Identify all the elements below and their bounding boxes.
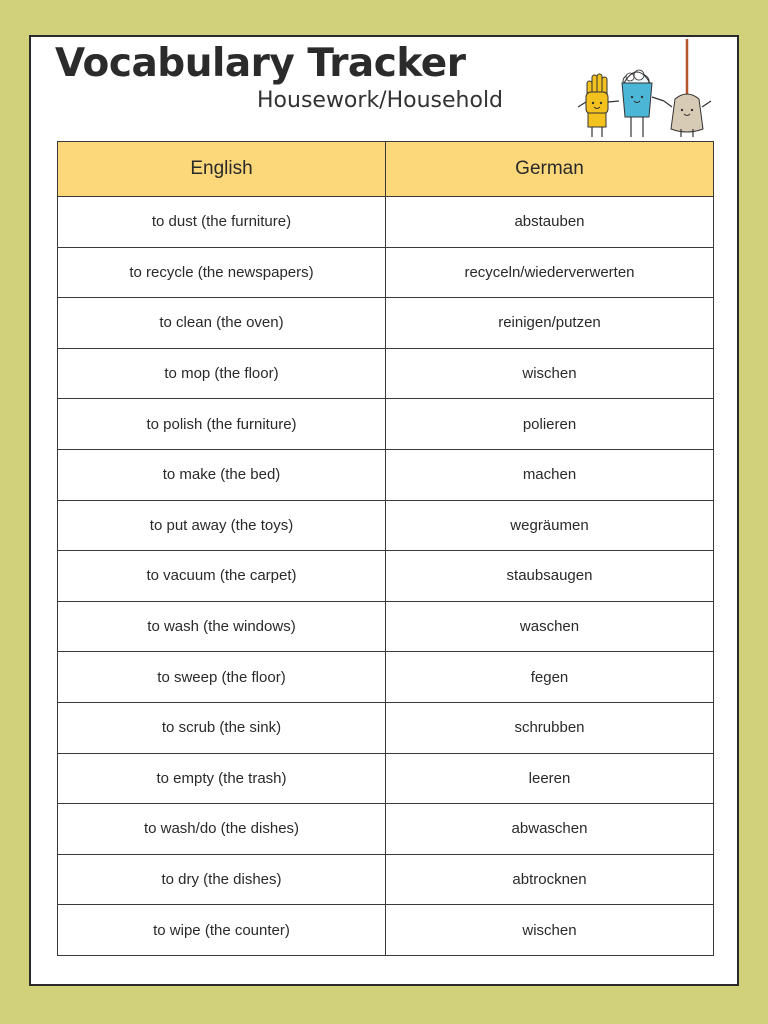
table-row (58, 197, 714, 248)
german-cell: staubsaugen (386, 551, 714, 602)
table-row (58, 247, 714, 298)
english-cell: to wipe (the counter) (58, 905, 386, 956)
german-cell: wischen (386, 905, 714, 956)
english-cell: to wash (the windows) (58, 601, 386, 652)
page-title: Vocabulary Tracker (55, 41, 466, 86)
english-cell: to polish (the furniture) (58, 399, 386, 450)
table-row (58, 753, 714, 804)
german-cell: machen (386, 449, 714, 500)
english-cell: to vacuum (the carpet) (58, 551, 386, 602)
worksheet (29, 35, 739, 986)
english-cell: to recycle (the newspapers) (58, 247, 386, 298)
column-header-english: English (58, 142, 386, 197)
table-row (58, 298, 714, 349)
german-cell: abstauben (386, 197, 714, 248)
german-cell: polieren (386, 399, 714, 450)
column-header-german: German (386, 142, 714, 197)
german-cell: schrubben (386, 702, 714, 753)
german-cell: fegen (386, 652, 714, 703)
english-cell: to scrub (the sink) (58, 702, 386, 753)
table-row (58, 551, 714, 602)
english-cell: to make (the bed) (58, 449, 386, 500)
table-row (58, 348, 714, 399)
mop-mascot-icon (664, 39, 711, 137)
vocabulary-table (57, 141, 714, 956)
german-cell: wischen (386, 348, 714, 399)
table-row (58, 399, 714, 450)
english-cell: to mop (the floor) (58, 348, 386, 399)
english-cell: to dust (the furniture) (58, 197, 386, 248)
english-cell: to put away (the toys) (58, 500, 386, 551)
german-cell: abwaschen (386, 804, 714, 855)
page-subtitle: Housework/Household (257, 88, 504, 113)
english-cell: to wash/do (the dishes) (58, 804, 386, 855)
glove-mascot-icon (578, 74, 619, 137)
cleaning-mascots-illustration (569, 37, 719, 142)
table-row (58, 905, 714, 956)
table-header-row (58, 142, 714, 197)
table-row (58, 804, 714, 855)
german-cell: wegräumen (386, 500, 714, 551)
english-cell: to dry (the dishes) (58, 854, 386, 905)
table-row (58, 652, 714, 703)
table-row (58, 601, 714, 652)
english-cell: to empty (the trash) (58, 753, 386, 804)
table-row (58, 449, 714, 500)
bucket-mascot-icon (622, 70, 664, 137)
german-cell: recyceln/wiederverwerten (386, 247, 714, 298)
german-cell: leeren (386, 753, 714, 804)
german-cell: reinigen/putzen (386, 298, 714, 349)
english-cell: to sweep (the floor) (58, 652, 386, 703)
german-cell: abtrocknen (386, 854, 714, 905)
table-row (58, 854, 714, 905)
german-cell: waschen (386, 601, 714, 652)
english-cell: to clean (the oven) (58, 298, 386, 349)
table-row (58, 500, 714, 551)
table-row (58, 702, 714, 753)
